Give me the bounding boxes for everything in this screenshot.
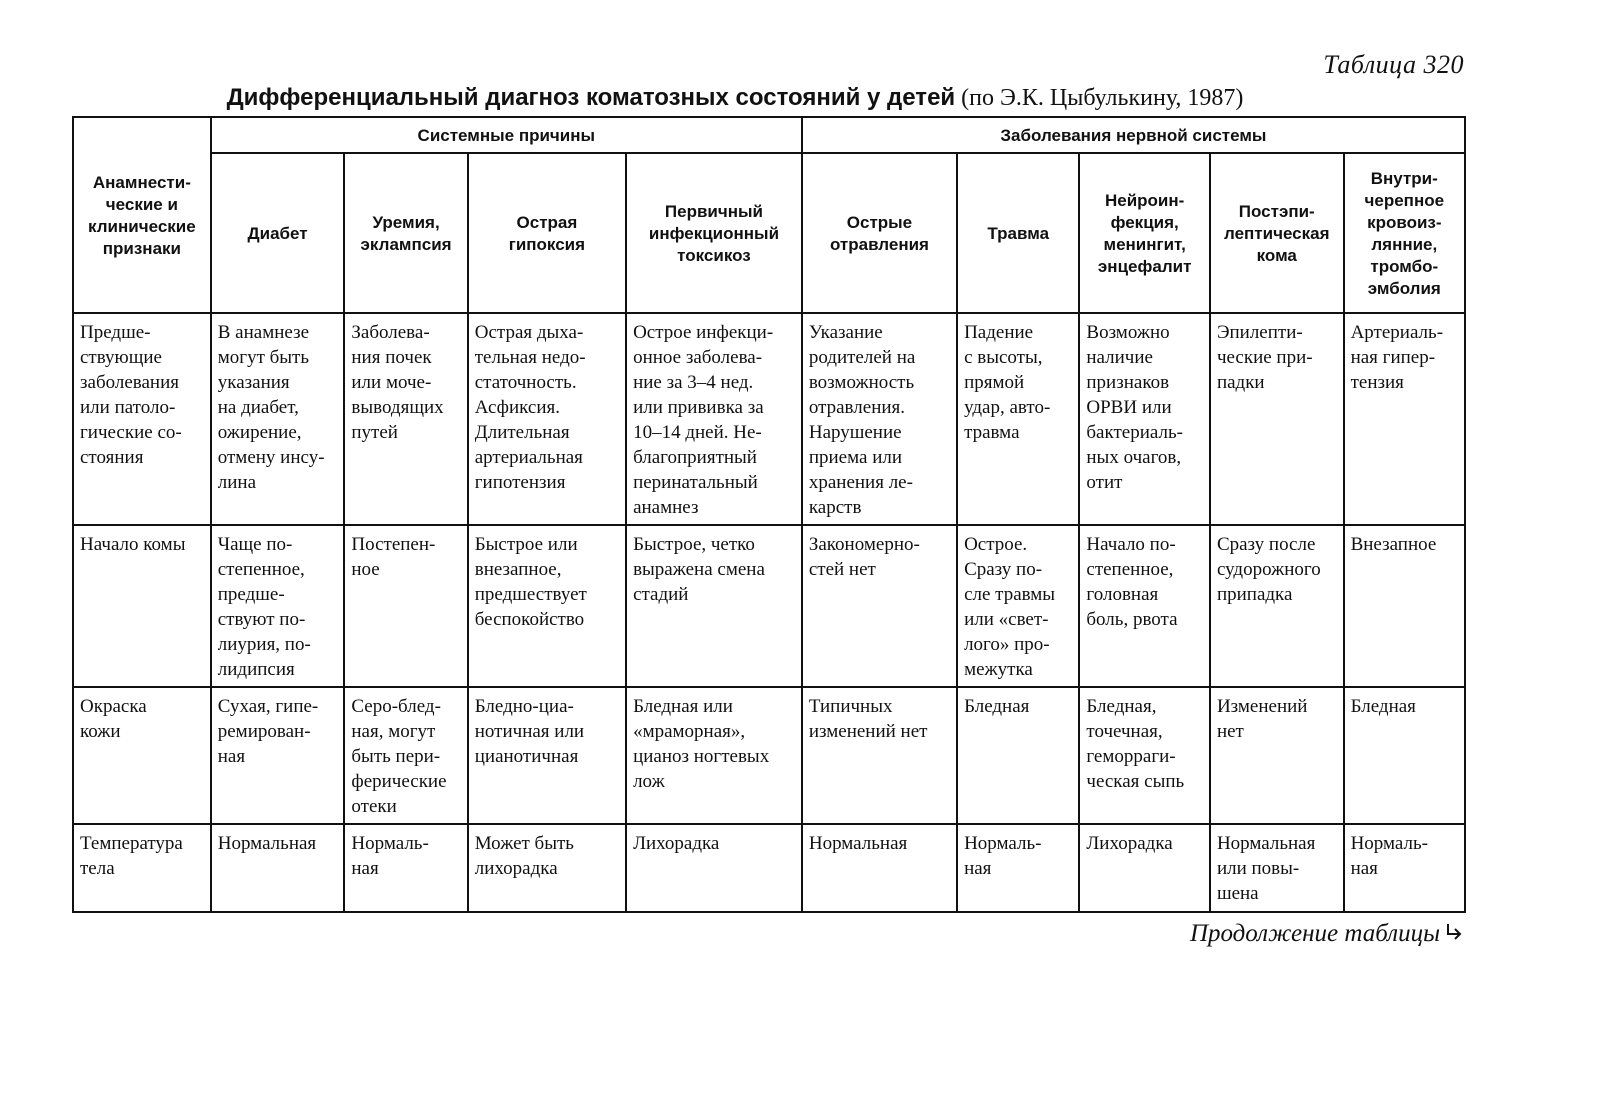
table-cell: Нормальная или повы- шена (1210, 824, 1344, 912)
continued-note (1190, 920, 1464, 951)
table-cell: Нормальная (802, 824, 957, 912)
column-header-text: Травма (987, 224, 1050, 243)
table-cell: Острая дыха- тельная недо- статочность. Асфиксия. Длительная артериальная гипотензия (468, 313, 626, 525)
table-row (73, 824, 1465, 912)
column-header (344, 153, 467, 313)
table-cell: Быстрое или внезапное, предшествует беспокойство (468, 525, 626, 687)
table-cell: Бледная, точечная, геморраги- ческая сыпь (1079, 687, 1210, 824)
table-cell: Нормаль- ная (344, 824, 467, 912)
column-header-text: Нейроин- фекция, менингит, энцефалит (1097, 191, 1192, 276)
column-header (468, 153, 626, 313)
table-cell: Острое инфекци- онное заболева- ние за 3–4 нед. или прививка за 10–14 дней. Не- благоприятный перинатальный анамнез (626, 313, 802, 525)
table-cell: Бледно-циа- нотичная или цианотичная (468, 687, 626, 824)
row-label: Начало комы (73, 525, 211, 687)
column-header-text: Острая гипоксия (508, 213, 586, 254)
table-cell: Типичных изменений нет (802, 687, 957, 824)
column-header (957, 153, 1079, 313)
table-cell: Нормальная (211, 824, 345, 912)
group-systemic-causes: Системные причины (211, 117, 802, 153)
table-cell: Может быть лихорадка (468, 824, 626, 912)
table-row (73, 313, 1465, 525)
column-header-text: Внутри- черепное кровоиз- лянние, тромбо- эмболия (1364, 169, 1445, 298)
column-header-text: Диабет (247, 224, 308, 243)
column-header (802, 153, 957, 313)
table-cell: Чаще по- степенное, предше- ствуют по- лиурия, по- лидипсия (211, 525, 345, 687)
continued-text: Продолжение таблицы (1189, 920, 1440, 947)
table-cell: Нормаль- ная (957, 824, 1079, 912)
curved-arrow-icon (1444, 922, 1464, 951)
table-number: Таблица 320 (1323, 50, 1464, 79)
table-cell: Возможно наличие признаков ОРВИ или бактериаль- ных очагов, отит (1079, 313, 1210, 525)
table-cell: Падение с высоты, прямой удар, авто- травма (957, 313, 1079, 525)
table-cell: Бледная или «мраморная», цианоз ногтевых лож (626, 687, 802, 824)
table-row (73, 525, 1465, 687)
table-cell: Внезапное (1344, 525, 1465, 687)
table-cell: Начало по- степенное, головная боль, рвота (1079, 525, 1210, 687)
title-main: Дифференциальный диагноз коматозных состояний у детей (226, 84, 956, 111)
row-label: Температура тела (73, 824, 211, 912)
column-header-text: Постэпи- лептическая кома (1224, 202, 1330, 265)
column-header (1210, 153, 1344, 313)
table-cell: Сразу после судорожного припадка (1210, 525, 1344, 687)
table-cell: Изменений нет (1210, 687, 1344, 824)
row-header-title (73, 117, 211, 313)
diagnosis-table (72, 116, 1466, 913)
row-label: Предше- ствующие заболевания или патоло- гические со- стояния (73, 313, 211, 525)
table-cell: Указание родителей на возможность отравления. Нарушение приема или хранения ле- карств (802, 313, 957, 525)
table-cell: Лихорадка (626, 824, 802, 912)
table-cell: Артериаль- ная гипер- тензия (1344, 313, 1465, 525)
column-header (1344, 153, 1465, 313)
table-cell: Сухая, гипе- ремирован- ная (211, 687, 345, 824)
table-cell: Быстрое, четко выражена смена стадий (626, 525, 802, 687)
table-cell: Острое. Сразу по- сле травмы или «свет- лого» про- межутка (957, 525, 1079, 687)
column-header (626, 153, 802, 313)
group-nervous-system: Заболевания нервной системы (802, 117, 1465, 153)
table-cell: Бледная (957, 687, 1079, 824)
table-row (73, 687, 1465, 824)
row-label: Окраска кожи (73, 687, 211, 824)
row-header-title-text: Анамнести- ческие и клинические признаки (88, 173, 196, 258)
column-header (211, 153, 345, 313)
table-title (0, 84, 1470, 112)
title-source: (по Э.К. Цыбулькину, 1987) (961, 85, 1244, 111)
table-cell: Нормаль- ная (1344, 824, 1465, 912)
table-cell: Серо-блед- ная, могут быть пери- ферические отеки (344, 687, 467, 824)
table-cell: Заболева- ния почек или моче- выводящих путей (344, 313, 467, 525)
column-header-text: Уремия, эклампсия (360, 213, 452, 254)
table-cell: Бледная (1344, 687, 1465, 824)
table-cell: В анамнезе могут быть указания на диабет, ожирение, отмену инсу- лина (211, 313, 345, 525)
table-cell: Постепен- ное (344, 525, 467, 687)
table-cell: Лихорадка (1079, 824, 1210, 912)
column-header-text: Острые отравления (829, 213, 929, 254)
table-cell: Эпилепти- ческие при- падки (1210, 313, 1344, 525)
column-header (1079, 153, 1210, 313)
column-header-text: Первичный инфекционный токсикоз (648, 202, 780, 265)
table-cell: Закономерно- стей нет (802, 525, 957, 687)
